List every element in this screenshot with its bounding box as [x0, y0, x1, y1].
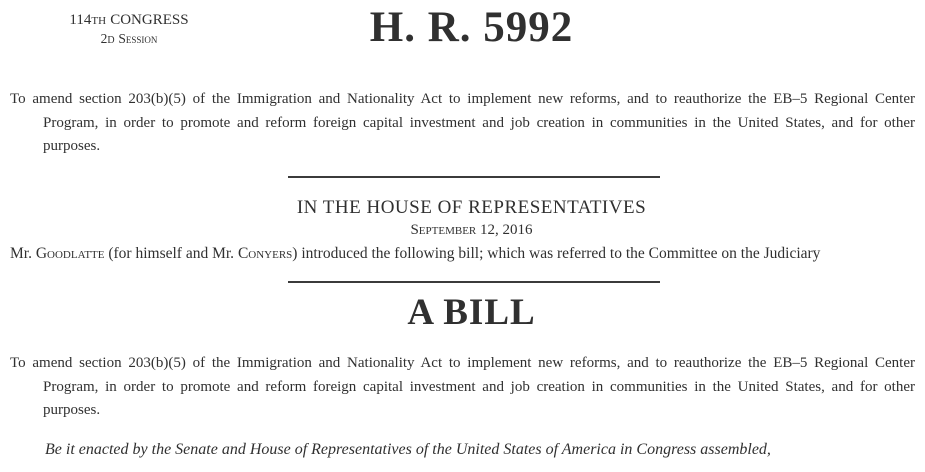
introduction-date: September 12, 2016 [410, 222, 533, 238]
divider-rule-bottom [288, 281, 660, 283]
sponsor-prefix: Mr. [10, 245, 32, 262]
a-bill-heading: A BILL [407, 292, 536, 333]
cosponsor-name: Conyers [237, 245, 293, 262]
preamble-paragraph [10, 88, 915, 159]
divider-rule-top [288, 176, 660, 178]
preamble-line-2: Program, in order to promote and reform foreign capital investment and job creation in communities in the United States, and for other [43, 114, 915, 131]
chamber-heading: IN THE HOUSE OF REPRESENTATIVES [296, 197, 647, 218]
bill-title-line-3: purposes. [43, 402, 101, 418]
congress-ordinal: TH [91, 15, 107, 27]
congress-label: CONGRESS [110, 12, 189, 28]
bill-title-line-1: To amend section 203(b)(5) of the Immigration and Nationality Act to implement new reforms, and to reauthorize the EB–5 Regional Center [10, 355, 915, 371]
enacting-clause: Be it enacted by the Senate and House of Representatives of the United States of America in Congress assembled, [45, 441, 771, 458]
session-number: 2 [100, 31, 108, 47]
bill-title-line-2: Program, in order to promote and reform foreign capital investment and job creation in communities in the United States, and for other [43, 378, 915, 395]
session-label: Session [118, 31, 158, 47]
congress-number: 114 [69, 12, 92, 28]
session-ordinal: D [107, 35, 115, 47]
sponsor-line [10, 245, 915, 263]
sponsor-middle-text: (for himself and Mr. [108, 245, 235, 262]
bill-title-paragraph [10, 352, 915, 423]
bill-number-title: H. R. 5992 [369, 4, 574, 51]
preamble-line-3: purposes. [43, 138, 101, 154]
sponsor-suffix-text: ) introduced the following bill; which was referred to the Committee on the Judiciary [292, 245, 821, 262]
preamble-line-1: To amend section 203(b)(5) of the Immigration and Nationality Act to implement new reforms, and to reauthorize the EB–5 Regional Center [10, 91, 915, 107]
sponsor-name: Goodlatte [35, 245, 105, 262]
